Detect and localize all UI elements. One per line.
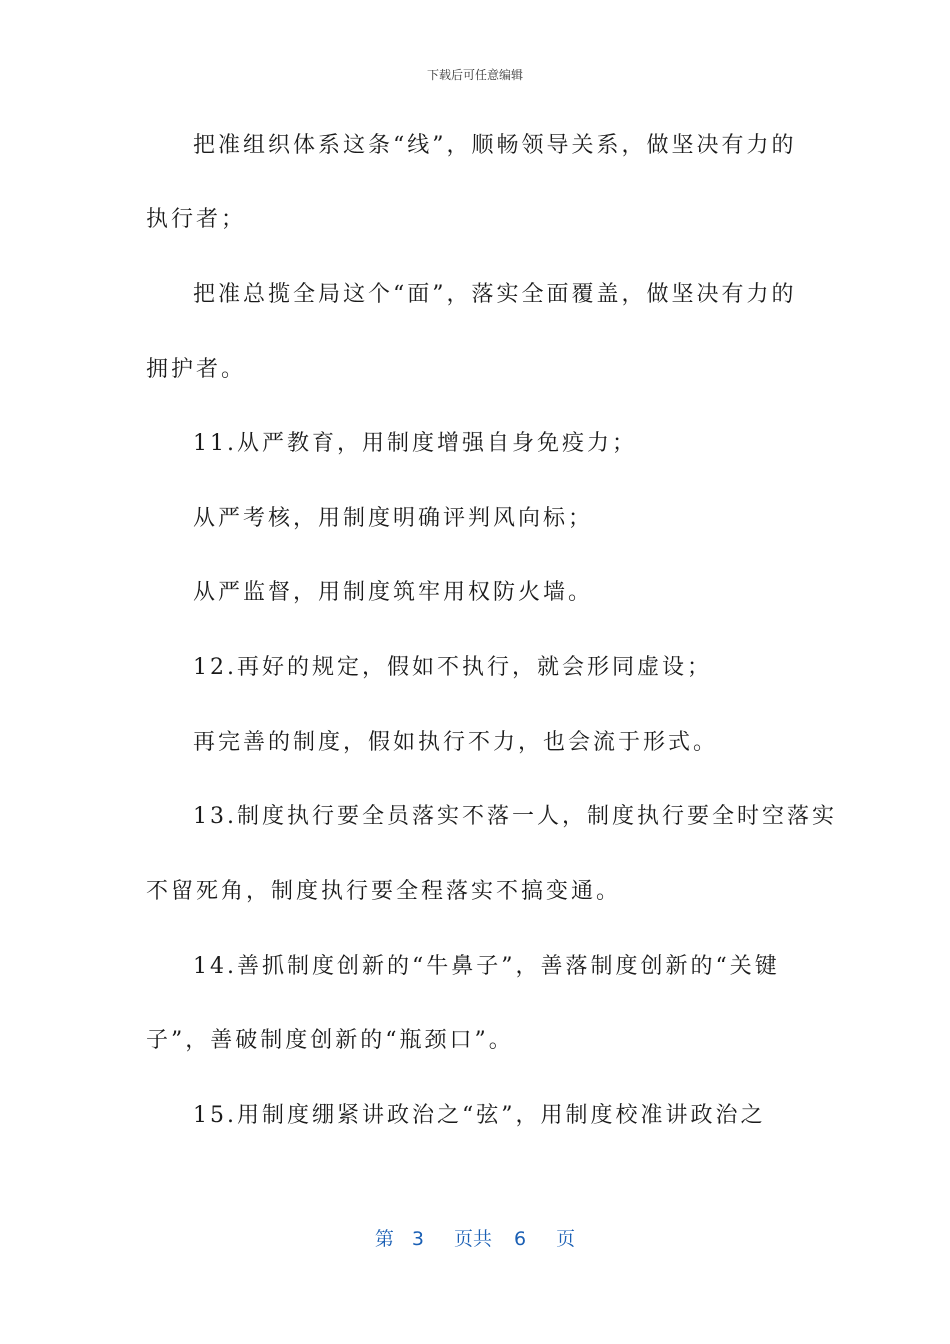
paragraph-line: 11.从严教育，用制度增强自身免疫力； [193,431,637,456]
page-number-footer [0,1226,950,1252]
paragraph-line: 再完善的制度，假如执行不力，也会流于形式。 [193,730,719,755]
paragraph-line: 执行者； [146,207,247,232]
paragraph-line: 12.再好的规定，假如不执行，就会形同虚设； [193,655,712,680]
page-label-prefix: 第 [374,1228,394,1250]
paragraph-line: 从严监督，用制度筑牢用权防火墙。 [193,580,594,605]
paragraph-line: 15.用制度绷紧讲政治之“弦”，用制度校准讲政治之 [193,1103,766,1128]
header-note: 下载后可任意编辑 [426,68,523,82]
page-label-mid: 页共 [453,1228,492,1250]
paragraph-line: 14.善抓制度创新的“牛鼻子”，善落制度创新的“关键 [193,954,780,979]
current-page-number: 3 [411,1228,424,1250]
paragraph-line: 13.制度执行要全员落实不落一人，制度执行要全时空落实 [193,804,837,829]
paragraph-line: 拥护者。 [146,357,247,382]
paragraph-line: 把准总揽全局这个“面”，落实全面覆盖，做坚决有力的 [193,282,797,307]
page-label-suffix: 页 [556,1228,576,1250]
paragraph-line: 子”，善破制度创新的“瓶颈口”。 [146,1028,514,1053]
paragraph-line: 不留死角，制度执行要全程落实不搞变通。 [146,879,622,904]
total-pages-number: 6 [514,1228,527,1250]
paragraph-line: 从严考核，用制度明确评判风向标； [193,506,594,531]
paragraph-line: 把准组织体系这条“线”，顺畅领导关系，做坚决有力的 [193,133,797,158]
